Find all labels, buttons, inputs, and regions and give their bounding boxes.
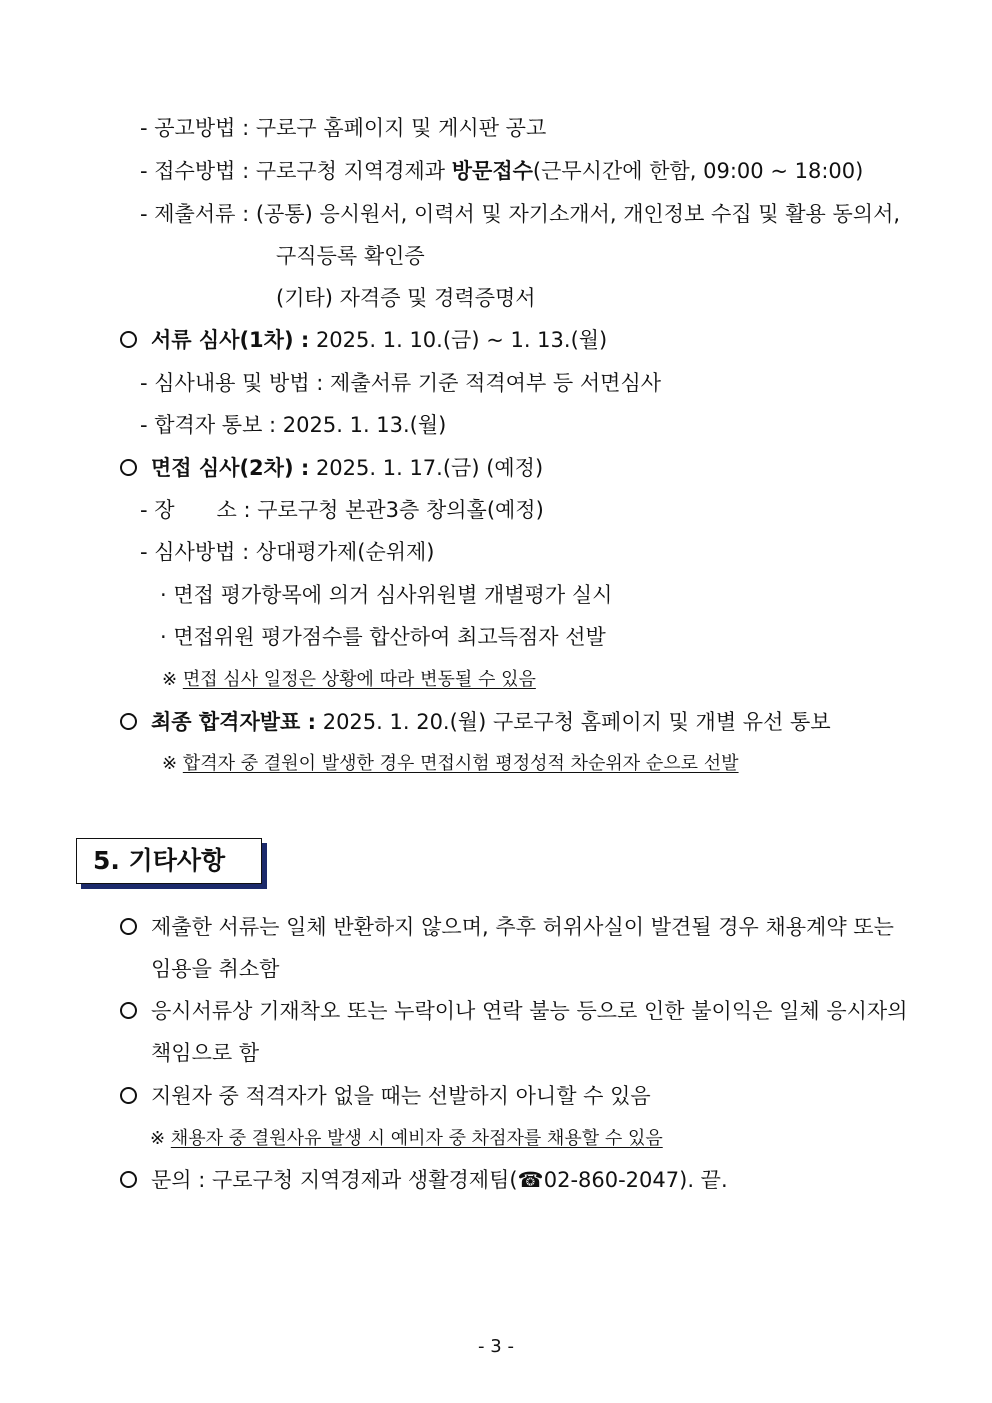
document-screening xyxy=(120,326,607,354)
application-method-label: - 접수방법 : 구로구청 지역경제과 xyxy=(140,159,452,183)
final-announcement-detail: 2025. 1. 20.(월) 구로구청 홈페이지 및 개별 유선 통보 xyxy=(316,710,831,734)
final-announcement-label: 최종 합격자발표 : xyxy=(151,710,317,734)
documents-other: (기타) 자격증 및 경력증명서 xyxy=(276,286,536,310)
contact-label: 문의 : 구로구청 지역경제과 생활경제팀( xyxy=(151,1168,518,1192)
etc-item-3 xyxy=(120,1082,651,1110)
circle-bullet-icon xyxy=(120,1171,137,1188)
documents-common-cont: 구직등록 확인증 xyxy=(276,244,425,268)
interview-item-2: · 면접위원 평가점수를 합산하여 최고득점자 선발 xyxy=(160,625,606,649)
final-note xyxy=(162,752,739,776)
contact-number: 02-860-2047). 끝. xyxy=(543,1168,728,1192)
interview-screening xyxy=(120,454,543,482)
application-method xyxy=(140,157,863,185)
interview-item-1: · 면접 평가항목에 의거 심사위원별 개별평가 실시 xyxy=(160,583,613,607)
circle-bullet-icon xyxy=(120,713,137,730)
etc-item-1-cont: 임용을 취소함 xyxy=(151,957,280,981)
screening-content: - 심사내용 및 방법 : 제출서류 기준 적격여부 등 서면심사 xyxy=(140,371,662,395)
phone-icon: ☎ xyxy=(517,1168,544,1192)
etc-item-3-text: 지원자 중 적격자가 없을 때는 선발하지 아니할 수 있음 xyxy=(151,1084,651,1108)
circle-bullet-icon xyxy=(120,459,137,476)
notice-method: - 공고방법 : 구로구 홈페이지 및 게시판 공고 xyxy=(140,116,547,140)
section-5-heading: 5. 기타사항 xyxy=(76,838,262,884)
etc-item-1-text: 제출한 서류는 일체 반환하지 않으며, 추후 허위사실이 발견될 경우 채용계약 또는 xyxy=(151,915,894,939)
etc-item-2 xyxy=(120,997,907,1025)
circle-bullet-icon xyxy=(120,331,137,348)
circle-bullet-icon xyxy=(120,1087,137,1104)
etc-note-text: 채용자 중 결원사유 발생 시 예비자 중 차점자를 채용할 수 있음 xyxy=(170,1128,663,1149)
etc-item-1 xyxy=(120,913,894,941)
circle-bullet-icon xyxy=(120,918,137,935)
circle-bullet-icon xyxy=(120,1002,137,1019)
documents-common: - 제출서류 : (공통) 응시원서, 이력서 및 자기소개서, 개인정보 수집 및 활용 동의서, xyxy=(140,202,901,226)
final-note-text: 합격자 중 결원이 발생한 경우 면접시험 평정성적 차순위자 순으로 선발 xyxy=(182,753,739,774)
note-mark: ※ xyxy=(162,669,183,690)
etc-note xyxy=(150,1127,663,1151)
interview-note-text: 면접 심사 일정은 상황에 따라 변동될 수 있음 xyxy=(182,669,536,690)
note-mark: ※ xyxy=(162,753,183,774)
section-5-heading-box xyxy=(76,838,266,890)
interview-screening-label: 면접 심사(2차) : xyxy=(151,456,310,480)
contact xyxy=(120,1166,728,1194)
pass-notice: - 합격자 통보 : 2025. 1. 13.(월) xyxy=(140,413,447,437)
final-announcement xyxy=(120,708,831,736)
interview-screening-date: 2025. 1. 17.(금) (예정) xyxy=(309,456,544,480)
note-mark: ※ xyxy=(150,1128,171,1149)
document-screening-date: 2025. 1. 10.(금) ~ 1. 13.(월) xyxy=(309,328,608,352)
interview-note xyxy=(162,668,536,692)
etc-item-2-text: 응시서류상 기재착오 또는 누락이나 연락 불능 등으로 인한 불이익은 일체 응시자의 xyxy=(151,999,908,1023)
document-screening-label: 서류 심사(1차) : xyxy=(151,328,310,352)
interview-method: - 심사방법 : 상대평가제(순위제) xyxy=(140,540,435,564)
visit-application: 방문접수 xyxy=(451,159,533,183)
interview-place: - 장 소 : 구로구청 본관3층 창의홀(예정) xyxy=(140,498,544,522)
etc-item-2-cont: 책임으로 함 xyxy=(151,1041,260,1065)
page-number: - 3 - xyxy=(478,1336,514,1357)
application-hours: (근무시간에 한함, 09:00 ~ 18:00) xyxy=(532,159,864,183)
